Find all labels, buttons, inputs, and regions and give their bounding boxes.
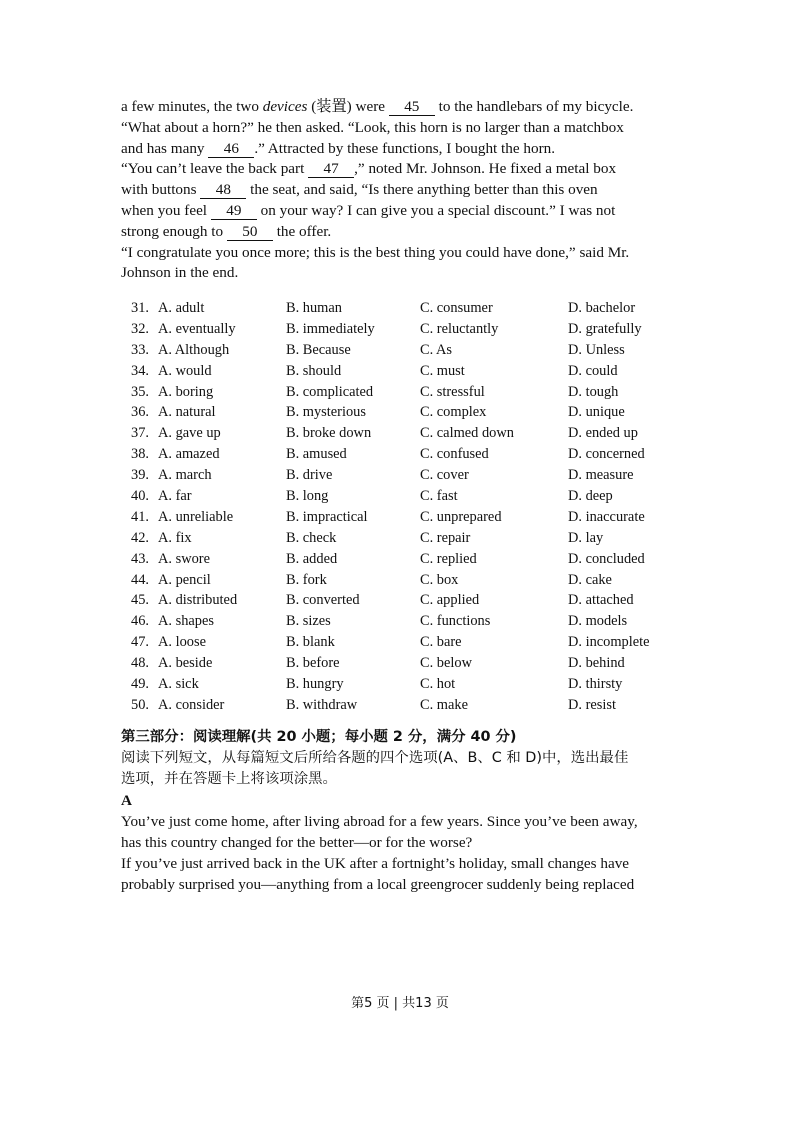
option-d: D. concerned: [568, 446, 645, 463]
passage-line: with buttons 48 the seat, and said, “Is there anything better than this oven: [121, 181, 598, 199]
option-b: B. immediately: [286, 320, 375, 337]
option-row: [131, 382, 691, 403]
option-d: D. attached: [568, 592, 634, 609]
option-row: [131, 444, 691, 465]
option-row: [131, 402, 691, 423]
option-row: [131, 632, 691, 653]
option-c: C. hot: [420, 675, 456, 692]
option-a: A. far: [158, 487, 192, 504]
option-a: A. pencil: [158, 571, 211, 588]
option-a: A. swore: [158, 550, 210, 567]
question-number: 47.: [131, 634, 149, 651]
option-b: B. blank: [286, 634, 335, 651]
option-a: A. amazed: [158, 446, 220, 463]
question-number: 31.: [131, 299, 149, 316]
option-a: A. natural: [158, 404, 216, 421]
option-row: [131, 340, 691, 361]
option-row: [131, 611, 691, 632]
passage-line: and has many 46 .” Attracted by these functions, I bought the horn.: [121, 139, 556, 157]
option-b: B. fork: [286, 571, 327, 588]
option-c: C. confused: [420, 446, 489, 463]
option-a: A. unreliable: [158, 508, 234, 525]
question-number: 49.: [131, 675, 149, 692]
option-d: D. inaccurate: [568, 508, 645, 525]
passage-line: strong enough to 50 the offer.: [121, 222, 332, 240]
option-row: [131, 570, 691, 591]
option-d: D. gratefully: [568, 320, 642, 337]
option-row: [131, 298, 691, 319]
option-c: C. calmed down: [420, 425, 514, 442]
option-row: [131, 507, 691, 528]
option-b: B. broke down: [286, 425, 372, 442]
blank-50: 50: [227, 224, 273, 241]
option-c: C. cover: [420, 467, 469, 484]
question-number: 50.: [131, 696, 149, 713]
question-number: 39.: [131, 467, 149, 484]
option-row: [131, 674, 691, 695]
option-a: A. fix: [158, 529, 192, 546]
blank-48: 48: [200, 182, 246, 199]
passage-line: “What about a horn?” he then asked. “Look, this horn is no larger than a matchbox: [121, 118, 624, 136]
passage-line: Johnson in the end.: [121, 264, 239, 282]
option-c: C. reluctantly: [420, 320, 499, 337]
option-row: [131, 486, 691, 507]
reading-line: has this country changed for the better—or for the worse?: [121, 834, 473, 851]
question-number: 42.: [131, 529, 149, 546]
option-a: A. consider: [158, 696, 225, 713]
question-number: 34.: [131, 362, 149, 379]
question-number: 44.: [131, 571, 149, 588]
question-number: 33.: [131, 341, 149, 358]
option-a: A. gave up: [158, 425, 221, 442]
option-a: A. loose: [158, 634, 206, 651]
option-c: C. complex: [420, 404, 487, 421]
option-c: C. bare: [420, 634, 462, 651]
reading-section: [121, 727, 691, 895]
passage-line: a few minutes, the two devices (装置) were 45 to the handlebars of my bicycle.: [121, 98, 634, 115]
option-d: D. resist: [568, 696, 616, 713]
option-d: D. could: [568, 362, 618, 379]
blank-49: 49: [211, 203, 257, 220]
option-row: [131, 695, 691, 716]
option-a: A. eventually: [158, 320, 236, 337]
question-number: 46.: [131, 613, 149, 630]
option-c: C. unprepared: [420, 508, 502, 525]
option-d: D. bachelor: [568, 299, 636, 316]
option-a: A. Although: [158, 341, 230, 358]
option-c: C. As: [420, 341, 452, 358]
option-b: B. Because: [286, 341, 351, 358]
option-row: [131, 423, 691, 444]
option-row: [131, 361, 691, 382]
question-number: 36.: [131, 404, 149, 421]
reading-line: If you’ve just arrived back in the UK after a fortnight’s holiday, small changes have: [121, 855, 630, 872]
section-instruction: 选项，并在答题卡上将该项涂黑。: [121, 771, 337, 787]
option-a: A. boring: [158, 383, 214, 400]
option-a: A. shapes: [158, 613, 214, 630]
question-number: 37.: [131, 425, 149, 442]
section-instruction: 阅读下列短文，从每篇短文后所给各题的四个选项(A、B、C 和 D)中，选出最佳: [121, 750, 629, 766]
option-b: B. before: [286, 655, 340, 672]
blank-47: 47: [308, 161, 354, 178]
option-b: B. sizes: [286, 613, 331, 630]
option-row: [131, 465, 691, 486]
option-row: [131, 590, 691, 611]
question-number: 43.: [131, 550, 149, 567]
option-d: D. measure: [568, 467, 634, 484]
blank-45: 45: [389, 99, 435, 116]
passage-line: “You can’t leave the back part 47 ,” noted Mr. Johnson. He fixed a metal box: [121, 160, 617, 178]
italic-word: devices: [262, 98, 308, 115]
option-a: A. would: [158, 362, 212, 379]
option-d: D. Unless: [568, 341, 625, 358]
option-b: B. mysterious: [286, 404, 366, 421]
option-row: [131, 549, 691, 570]
option-d: D. unique: [568, 404, 625, 421]
question-number: 38.: [131, 446, 149, 463]
option-d: D. thirsty: [568, 675, 623, 692]
option-d: D. behind: [568, 655, 625, 672]
option-b: B. check: [286, 529, 337, 546]
option-b: B. human: [286, 299, 342, 316]
option-c: C. functions: [420, 613, 491, 630]
option-b: B. amused: [286, 446, 347, 463]
option-a: A. adult: [158, 299, 205, 316]
option-a: A. beside: [158, 655, 213, 672]
option-b: B. withdraw: [286, 696, 358, 713]
option-c: C. box: [420, 571, 459, 588]
option-b: B. should: [286, 362, 342, 379]
option-d: D. deep: [568, 487, 613, 504]
passage-label: A: [121, 792, 132, 809]
question-number: 45.: [131, 592, 149, 609]
reading-line: You’ve just come home, after living abroad for a few years. Since you’ve been away,: [121, 813, 638, 830]
cloze-passage: [121, 97, 681, 284]
option-d: D. ended up: [568, 425, 638, 442]
option-b: B. drive: [286, 467, 333, 484]
option-d: D. models: [568, 613, 628, 630]
option-b: B. added: [286, 550, 338, 567]
option-c: C. replied: [420, 550, 477, 567]
passage-line: “I congratulate you once more; this is the best thing you could have done,” said Mr.: [121, 243, 630, 261]
option-d: D. concluded: [568, 550, 645, 567]
question-number: 48.: [131, 655, 149, 672]
question-number: 40.: [131, 487, 149, 504]
reading-line: probably surprised you—anything from a local greengrocer suddenly being replaced: [121, 876, 635, 893]
page-footer: 第5 页 | 共13 页: [351, 996, 449, 1011]
option-c: C. stressful: [420, 383, 485, 400]
passage-line: when you feel 49 on your way? I can give you a special discount.” I was not: [121, 201, 616, 219]
option-b: B. complicated: [286, 383, 374, 400]
option-b: B. long: [286, 487, 329, 504]
option-d: D. cake: [568, 571, 612, 588]
option-c: C. must: [420, 362, 465, 379]
blank-46: 46: [208, 141, 254, 158]
section-heading: 第三部分：阅读理解(共 20 小题；每小题 2 分，满分 40 分): [121, 729, 517, 745]
option-row: [131, 319, 691, 340]
question-number: 32.: [131, 320, 149, 337]
option-b: B. hungry: [286, 675, 344, 692]
option-a: A. march: [158, 467, 212, 484]
question-number: 35.: [131, 383, 149, 400]
option-a: A. sick: [158, 675, 199, 692]
option-row: [131, 528, 691, 549]
option-c: C. applied: [420, 592, 480, 609]
option-b: B. converted: [286, 592, 360, 609]
option-row: [131, 653, 691, 674]
option-c: C. consumer: [420, 299, 493, 316]
option-d: D. incomplete: [568, 634, 650, 651]
question-number: 41.: [131, 508, 149, 525]
option-c: C. make: [420, 696, 468, 713]
option-d: D. lay: [568, 529, 604, 546]
option-d: D. tough: [568, 383, 619, 400]
option-c: C. below: [420, 655, 472, 672]
answer-options-table: [131, 298, 691, 716]
option-b: B. impractical: [286, 508, 368, 525]
option-c: C. fast: [420, 487, 458, 504]
option-c: C. repair: [420, 529, 471, 546]
option-a: A. distributed: [158, 592, 238, 609]
